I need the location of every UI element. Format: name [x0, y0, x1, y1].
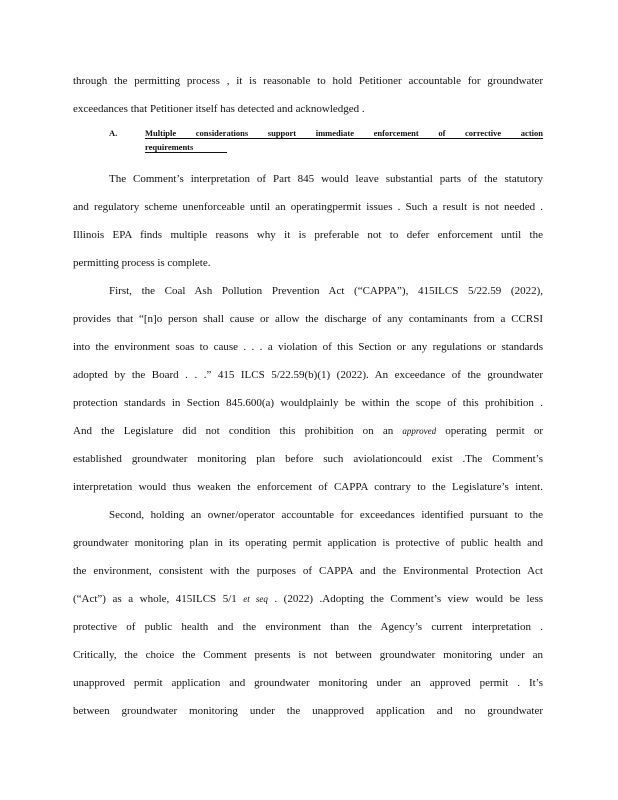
- body-text-line: the environment, consistent with the purposes of CAPPA and the Environmental Protection Act: [73, 565, 543, 577]
- body-text-line: provides that “[n]o person shall cause or allow the discharge of any contaminants from a CCRSI: [73, 313, 543, 325]
- italic-text: et seq: [243, 594, 268, 604]
- section-heading-letter: A.: [109, 128, 118, 138]
- body-text-line: into the environment soas to cause . . . a violation of this Section or any regulations or standards: [73, 341, 543, 353]
- body-text-line: The Comment’s interpretation of Part 845 would leave substantial parts of the statutory: [109, 173, 543, 185]
- body-text-line: established groundwater monitoring plan before such aviolationcould exist .The Comment’s: [73, 453, 543, 465]
- body-text-line: interpretation would thus weaken the enforcement of CAPPA contrary to the Legislature’s intent.: [73, 481, 543, 493]
- body-text-line: unapproved permit application and groundwater monitoring under an approved permit . It’s: [73, 677, 543, 689]
- section-heading-text: Multiple considerations support immediate enforcement of corrective action: [145, 128, 543, 138]
- body-text-line: through the permitting process , it is reasonable to hold Petitioner accountable for groundwater: [73, 75, 543, 87]
- body-text-line: groundwater monitoring plan in its operating permit application is protective of public health and: [73, 537, 543, 549]
- body-text-line: exceedances that Petitioner itself has detected and acknowledged .: [73, 103, 365, 115]
- body-text-line: First, the Coal Ash Pollution Prevention Act (“CAPPA”), 415ILCS 5/22.59 (2022),: [109, 285, 543, 297]
- body-text-line: adopted by the Board . . .” 415 ILCS 5/22.59(b)(1) (2022). An exceedance of the groundwater: [73, 369, 543, 381]
- body-text-line: permitting process is complete.: [73, 257, 211, 269]
- body-text-line: between groundwater monitoring under the unapproved application and no groundwater: [73, 705, 543, 717]
- body-text-segment: (“Act”) as a whole, 415ILCS 5/1: [73, 593, 237, 605]
- body-text-line: Illinois EPA finds multiple reasons why it is preferable not to defer enforcement until the: [73, 229, 543, 241]
- body-text-line: and regulatory scheme unenforceable until an operatingpermit issues . Such a result is not needed .: [73, 201, 543, 213]
- body-text-line: protective of public health and the environment than the Agency’s current interpretation .: [73, 621, 543, 633]
- section-heading-text: requirements: [145, 142, 227, 153]
- body-text-line: Critically, the choice the Comment presents is not between groundwater monitoring under an: [73, 649, 543, 661]
- body-text-segment: operating permit or: [445, 425, 544, 437]
- italic-text: approved: [402, 426, 437, 436]
- body-text-line: protection standards in Section 845.600(a) wouldplainly be within the scope of this prohibition .: [73, 397, 543, 409]
- body-text-line: Second, holding an owner/operator accountable for exceedances identified pursuant to the: [109, 509, 543, 521]
- body-text-segment: And the Legislature did not condition this prohibition on an: [73, 425, 394, 437]
- body-text-line: [73, 592, 543, 606]
- body-text-line: [73, 424, 543, 438]
- body-text-segment: . (2022) .Adopting the Comment’s view would be less: [274, 593, 544, 605]
